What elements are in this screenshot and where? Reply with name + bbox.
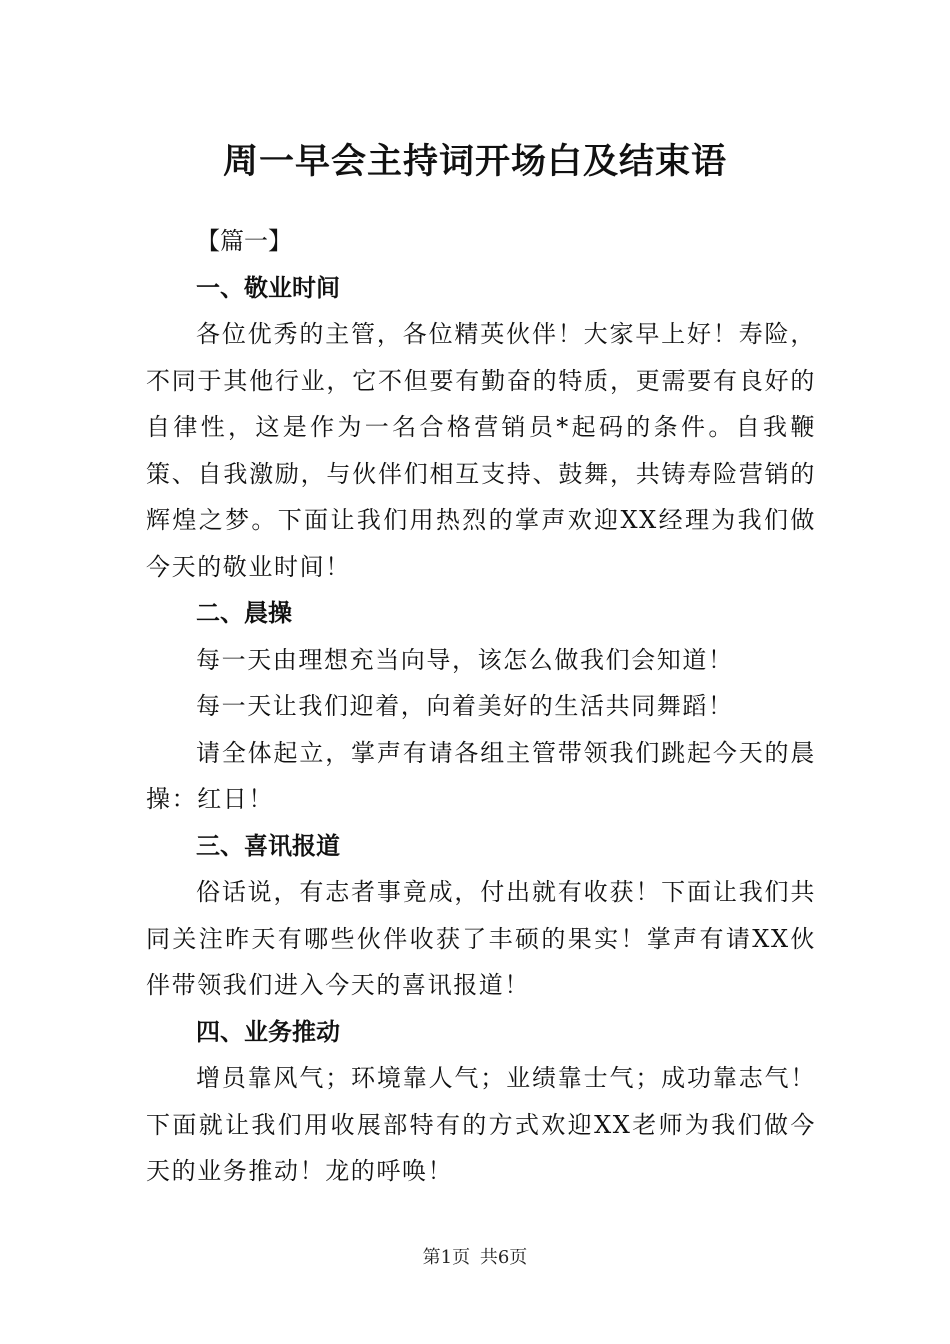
paragraph: 请全体起立，掌声有请各组主管带领我们跳起今天的晨操：红日！: [146, 738, 816, 813]
section-2: [146, 590, 816, 823]
paragraph: 每一天让我们迎着，向着美好的生活共同舞蹈！: [196, 692, 734, 720]
page-footer: 第1页 共6页: [422, 1247, 528, 1268]
section-heading: 三、喜讯报道: [196, 831, 340, 860]
section-heading: 四、业务推动: [196, 1017, 340, 1046]
section-3: [146, 823, 816, 1009]
document-body: [146, 218, 816, 1195]
section-1: [146, 265, 816, 591]
paragraph: 俗话说，有志者事竟成，付出就有收获！下面让我们共同关注昨天有哪些伙伴收获了丰硕的果实！掌声有请XX伙伴带领我们进入今天的喜讯报道！: [146, 878, 816, 999]
paragraph: 各位优秀的主管，各位精英伙伴！大家早上好！寿险，不同于其他行业，它不但要有勤奋的特质，更需要有良好的自律性，这是作为一名合格营销员*起码的条件。自我鞭策、自我激励，与伙伴们相互支持、鼓舞，共铸寿险营销的辉煌之梦。下面让我们用热烈的掌声欢迎XX经理为我们做今天的敬业时间！: [146, 320, 816, 581]
document-title: 周一早会主持词开场白及结束语: [222, 142, 727, 182]
chapter-label: 【篇一】: [196, 227, 292, 255]
section-heading: 一、敬业时间: [196, 273, 340, 302]
section-4: [146, 1009, 816, 1195]
paragraph: 每一天由理想充当向导，该怎么做我们会知道！: [196, 645, 734, 674]
paragraph: 增员靠风气；环境靠人气；业绩靠士气；成功靠志气！下面就让我们用收展部特有的方式欢迎XX老师为我们做今天的业务推动！龙的呼唤！: [146, 1064, 816, 1185]
section-heading: 二、晨操: [196, 599, 292, 627]
